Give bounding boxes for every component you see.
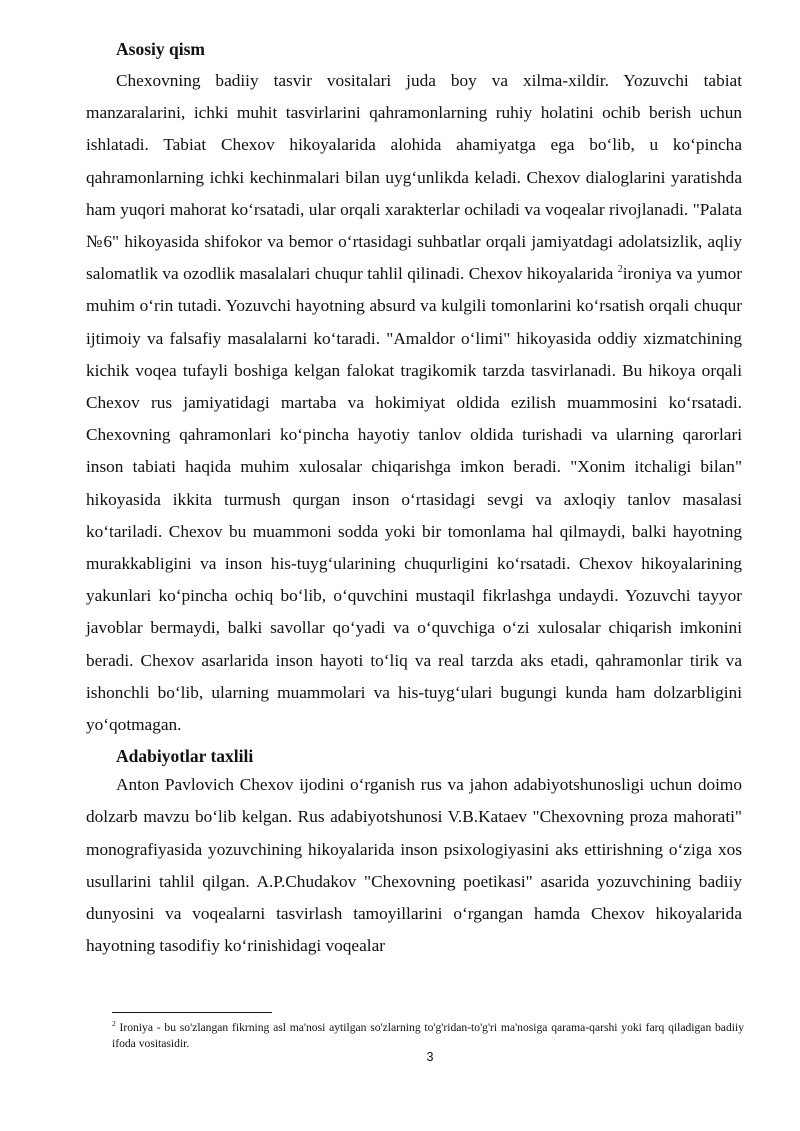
footnote-text: Ironiya - bu so'zlangan fikrning asl ma'nosi aytilgan so'zlarning to'g'ridan-to'g'ri ma'nosiga qarama-qarshi yoki farq qiladigan badiiy ifoda vositasidir. xyxy=(112,1020,744,1050)
footnote-number: 2 xyxy=(112,1019,116,1028)
paragraph-main xyxy=(86,65,742,741)
footnote-divider xyxy=(112,1012,272,1013)
paragraph-literature: Anton Pavlovich Chexov ijodini o‘rganish rus va jahon adabiyotshunosligi uchun doimo dolzarb mavzu bo‘lib kelgan. Rus adabiyotshunosi V.B.Kataev "Chexovning proza mahorati" monografiyasida yozuvchining hikoyalarida inson psixologiyasini aks ettirishning o‘ziga xos usullarini tahlil qilgan. A.P.Chudakov "Chexovning poetikasi" asarida yozuvchining badiiy dunyosini va voqealarni tasvirlash tamoyillarini o‘rgangan hamda Chexov hikoyalarida hayotning tasodifiy ko‘rinishidagi voqealar xyxy=(86,775,742,956)
paragraph-main-part-1: Chexovning badiiy tasvir vositalari juda boy va xilma-xildir. Yozuvchi tabiat manzaralarini, ichki muhit tasvirlarini qahramonlarning ruhiy holatini ochib berish uchun ishlatadi. Tabiat Chexov hikoyalarida alohida ahamiyatga ega bo‘lib, u ko‘pincha qahramonlarning ichki kechinmalari bilan uyg‘unlikda keladi. Chexov dialoglarini yaratishda ham yuqori mahorat ko‘rsatadi, ular orqali xarakterlar ochiladi va voqealar rivojlanadi. "Palata №6" hikoyasida shifokor va bemor o‘rtasidagi suhbatlar orqali jamiyatdagi adolatsizlik, aqliy salomatlik va ozodlik masalalari chuqur tahlil qilinadi. Chexov hikoyalarida xyxy=(86,71,742,284)
page-number: 3 xyxy=(426,1050,434,1064)
footnote xyxy=(112,1016,744,1052)
footnote-reference[interactable]: 2 xyxy=(617,264,623,276)
document-body xyxy=(86,36,742,962)
section-heading-main: Asosiy qism xyxy=(116,39,205,59)
paragraph-main-part-2: ironiya va yumor muhim o‘rin tutadi. Yozuvchi hayotning absurd va kulgili tomonlarini ko‘rsatish orqali chuqur ijtimoiy va falsafiy masalalarni ko‘taradi. "Amaldor o‘limi" hikoyasida oddiy xizmatchining kichik voqea tufayli boshiga kelgan falokat tragikomik tarzda tasvirlanadi. Bu hikoya orqali Chexov rus jamiyatidagi martaba va hokimiyat oldida ezilish muammosini ko‘rsatadi. Chexovning qahramonlari ko‘pincha hayotiy tanlov oldida turishadi va ularning qarorlari inson tabiati haqida muhim xulosalar chiqarishga imkon beradi. "Xonim itchaligi bilan" hikoyasida ikkita turmush qurgan inson o‘rtasidagi sevgi va axloqiy tanlov masalasi ko‘tariladi. Chexov bu muammoni sodda yoki bir tomonlama hal qilmaydi, balki hayotning murakkabligini va inson his-tuyg‘ularining chuqurligini ko‘rsatadi. Chexov hikoyalarining yakunlari ko‘pincha ochiq bo‘lib, o‘quvchini mustaqil fikrlashga undaydi. Yozuvchi tayyor javoblar bermaydi, balki savollar qo‘yadi va o‘quvchiga o‘zi xulosalar chiqarish imkonini beradi. Chexov asarlarida inson hayoti to‘liq va real tarzda aks etadi, qahramonlar tirik va ishonchli bo‘lib, ularning muammolari va his-tuyg‘ulari bugungi kunda ham dolzarbligini yo‘qotmagan. xyxy=(86,264,742,735)
section-heading-literature: Adabiyotlar taxlili xyxy=(116,746,254,767)
